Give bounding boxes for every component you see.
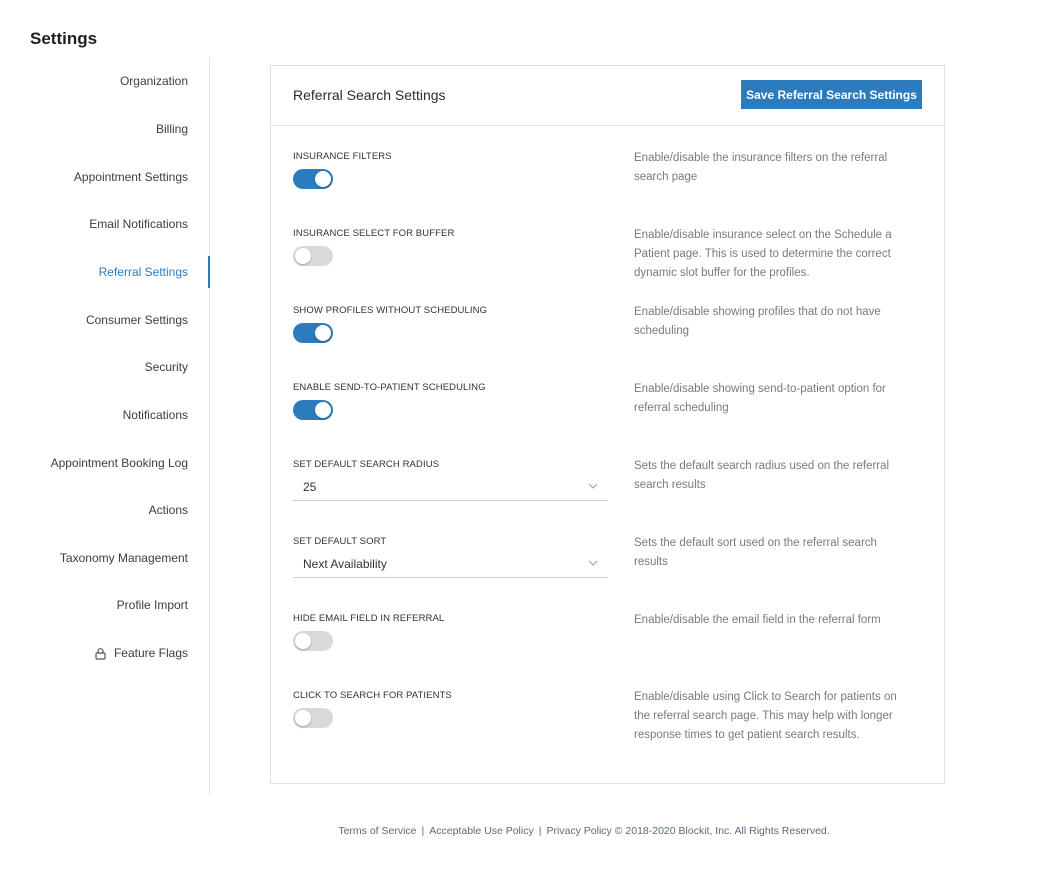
- sidebar-item-label: Profile Import: [116, 598, 188, 612]
- click-to-search-toggle[interactable]: [293, 708, 333, 728]
- referral-search-settings-panel: [270, 65, 945, 784]
- insurance-filters-toggle[interactable]: [293, 169, 333, 189]
- panel-title: Referral Search Settings: [293, 87, 446, 103]
- sidebar-item-billing[interactable]: [156, 122, 188, 136]
- sidebar-item-taxonomy-management[interactable]: [60, 551, 188, 565]
- setting-label: INSURANCE FILTERS: [293, 151, 392, 162]
- sidebar-item-profile-import[interactable]: [117, 598, 188, 612]
- insurance-select-for-buffer-toggle[interactable]: [293, 246, 333, 266]
- default-sort-select[interactable]: [293, 553, 608, 578]
- setting-label: SET DEFAULT SORT: [293, 536, 387, 547]
- sidebar-item-label: Appointment Settings: [73, 170, 188, 184]
- show-profiles-without-scheduling-toggle[interactable]: [293, 323, 333, 343]
- active-indicator: [208, 256, 210, 288]
- sidebar-item-email-notifications[interactable]: [89, 217, 188, 231]
- sidebar-item-organization[interactable]: [120, 74, 188, 88]
- toggle-knob: [315, 171, 331, 187]
- sidebar-item-notifications[interactable]: [123, 408, 188, 422]
- hide-email-field-toggle[interactable]: [293, 631, 333, 651]
- sidebar-item-consumer-settings[interactable]: [86, 313, 188, 327]
- setting-description: Enable/disable showing send-to-patient option for referral scheduling: [634, 383, 886, 414]
- setting-label: HIDE EMAIL FIELD IN REFERRAL: [293, 613, 445, 624]
- toggle-knob: [315, 325, 331, 341]
- chevron-down-icon: [588, 558, 598, 568]
- page-title: Settings: [30, 29, 98, 48]
- setting-description: Enable/disable the insurance filters on the referral search page: [634, 152, 888, 183]
- setting-description: Sets the default search radius used on the referral search results: [634, 460, 890, 491]
- sidebar-item-referral-settings[interactable]: [99, 265, 188, 279]
- sidebar-item-label: Consumer Settings: [85, 313, 188, 327]
- setting-label: CLICK TO SEARCH FOR PATIENTS: [293, 690, 452, 701]
- sidebar-item-security[interactable]: [145, 360, 188, 374]
- panel-header: [271, 66, 944, 126]
- sidebar-item-feature-flags[interactable]: [94, 646, 188, 660]
- sidebar-item-label: Security: [144, 360, 188, 374]
- sidebar-item-label: Appointment Booking Log: [50, 456, 188, 470]
- setting-label: ENABLE SEND-TO-PATIENT SCHEDULING: [293, 382, 486, 393]
- sidebar-item-label: Referral Settings: [98, 265, 188, 279]
- toggle-knob: [295, 710, 311, 726]
- save-referral-search-settings-button[interactable]: Save Referral Search Settings: [741, 80, 922, 109]
- footer-separator: |: [538, 825, 542, 837]
- sidebar-item-label: Email Notifications: [89, 217, 188, 231]
- setting-description: Enable/disable insurance select on the Schedule a Patient page. This is used to determine the correct dynamic slot buffer for the profiles.: [634, 229, 892, 279]
- toggle-knob: [295, 248, 311, 264]
- setting-label: SHOW PROFILES WITHOUT SCHEDULING: [293, 305, 488, 316]
- setting-description: Sets the default sort used on the referral search results: [634, 537, 877, 568]
- sidebar-item-label: Organization: [119, 74, 188, 88]
- setting-description: Enable/disable showing profiles that do not have scheduling: [634, 306, 881, 337]
- sidebar-item-appointment-booking-log[interactable]: [51, 456, 188, 470]
- setting-label: INSURANCE SELECT FOR BUFFER: [293, 228, 455, 239]
- footer-separator: |: [421, 825, 425, 837]
- setting-label: SET DEFAULT SEARCH RADIUS: [293, 459, 440, 470]
- terms-of-service-link[interactable]: Terms of Service: [338, 825, 417, 837]
- setting-description: Enable/disable using Click to Search for patients on the referral search page. This may help with longer response times to get patient search results.: [634, 691, 897, 741]
- page-footer: [0, 825, 1037, 837]
- sidebar-item-label: Billing: [155, 122, 188, 136]
- lock-icon: [94, 647, 107, 660]
- sidebar-item-label: Notifications: [122, 408, 188, 422]
- sidebar-item-actions[interactable]: [149, 503, 188, 517]
- sidebar-item-label: Actions: [148, 503, 188, 517]
- sidebar-item-label: Feature Flags: [113, 646, 188, 660]
- privacy-policy-link[interactable]: Privacy Policy: [546, 825, 612, 837]
- send-to-patient-scheduling-toggle[interactable]: [293, 400, 333, 420]
- sidebar-item-appointment-settings[interactable]: [74, 170, 188, 184]
- acceptable-use-policy-link[interactable]: Acceptable Use Policy: [429, 825, 534, 837]
- toggle-knob: [315, 402, 331, 418]
- copyright-text: © 2018-2020 Blockit, Inc. All Rights Reserved.: [614, 825, 830, 837]
- setting-description: Enable/disable the email field in the referral form: [634, 614, 881, 626]
- sidebar-item-label: Taxonomy Management: [59, 551, 188, 565]
- select-value: 25: [303, 480, 317, 494]
- toggle-knob: [295, 633, 311, 649]
- settings-sidebar: [0, 57, 210, 794]
- default-search-radius-select[interactable]: [293, 476, 608, 501]
- select-value: Next Availability: [303, 557, 387, 571]
- chevron-down-icon: [588, 481, 598, 491]
